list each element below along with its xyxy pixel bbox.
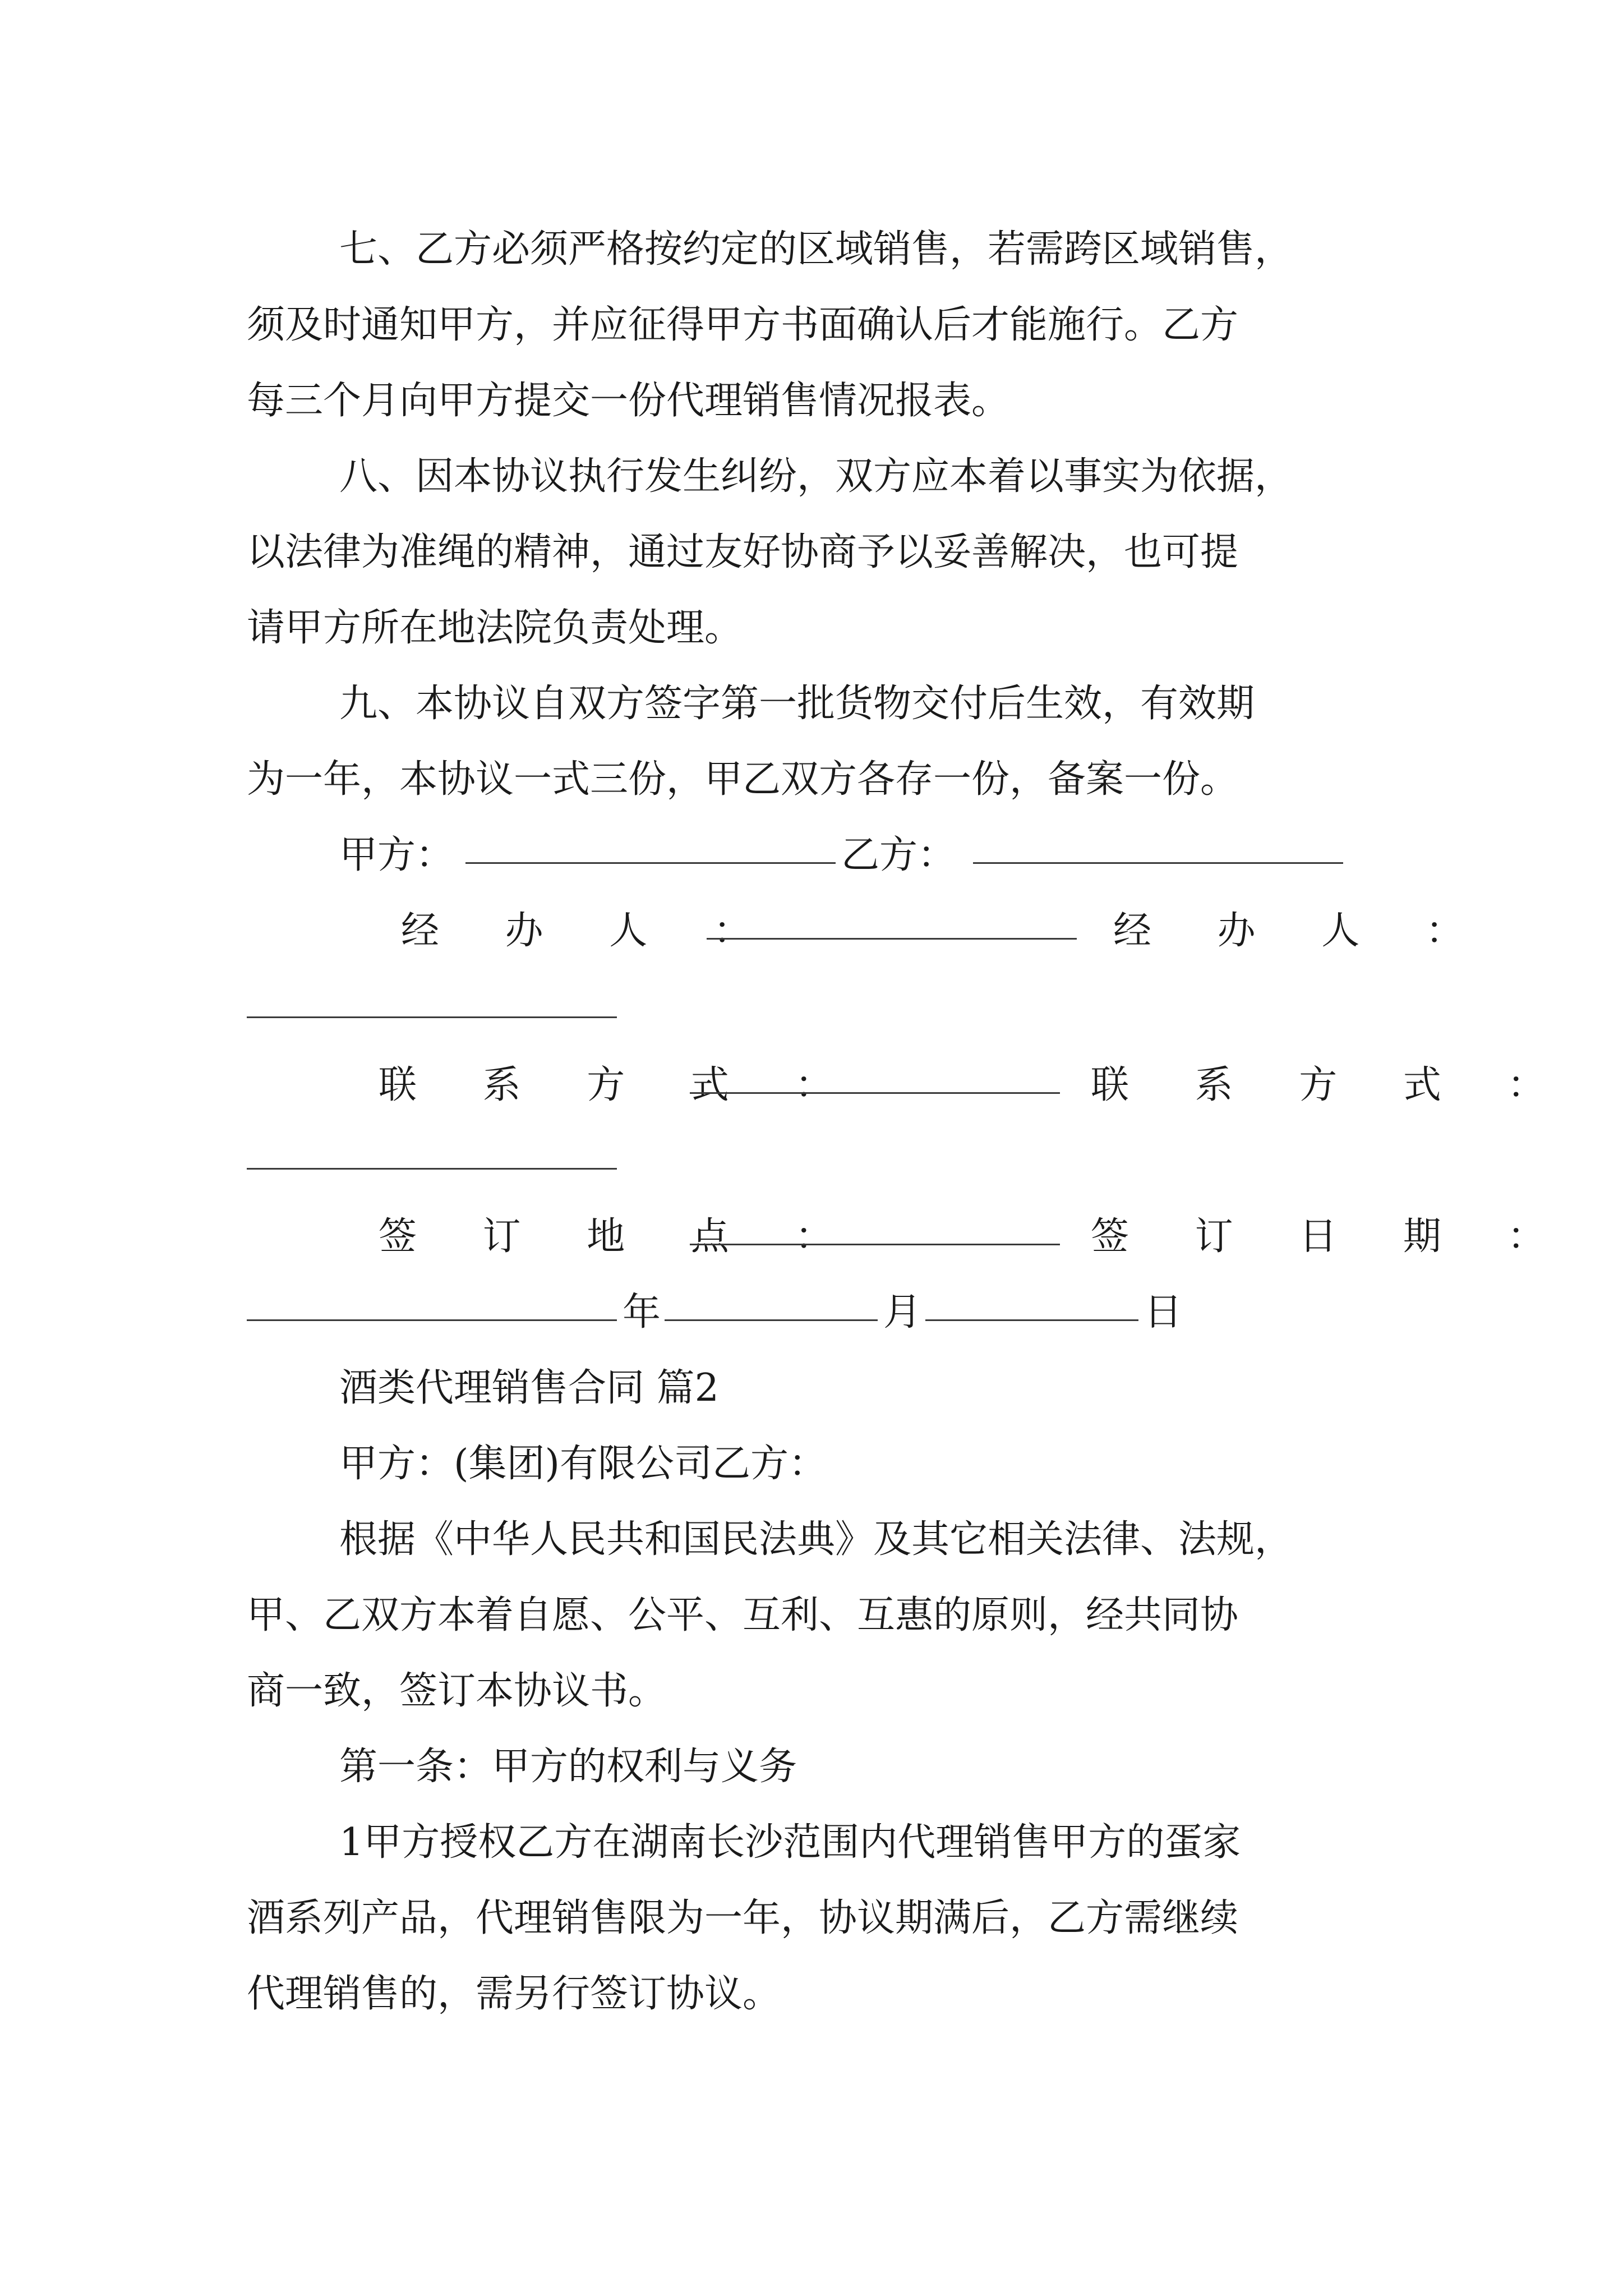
place-blank xyxy=(690,1244,1060,1245)
agent-b-label: 经 办 人 ： xyxy=(1113,909,1491,953)
signature-contact-continuation xyxy=(0,1128,1623,1195)
year-label: 年 xyxy=(623,1290,661,1335)
clause-7-line-1 xyxy=(0,216,1623,283)
section-2-parties-line xyxy=(0,1430,1623,1498)
clause-8-line-2 xyxy=(0,519,1623,586)
party-b-blank xyxy=(973,862,1343,864)
paragraph-text: 七、乙方必须严格按约定的区域销售，若需跨区域销售， xyxy=(339,227,1293,272)
paragraph-text: 须及时通知甲方，并应征得甲方书面确认后才能施行。乙方 xyxy=(247,303,1239,347)
paragraph-text: 1甲方授权乙方在湖南长沙范围内代理销售甲方的蛋家 xyxy=(339,1820,1241,1865)
paragraph-text: 商一致，签订本协议书。 xyxy=(247,1669,667,1713)
signature-parties-row xyxy=(0,822,1623,889)
signature-agent-continuation xyxy=(0,976,1623,1043)
article-1-item-1-line-2 xyxy=(0,1885,1623,1952)
paragraph-text: 八、因本协议执行发生纠纷，双方应本着以事实为依据， xyxy=(339,454,1293,499)
paragraph-text: 根据《中华人民共和国民法典》及其它相关法律、法规， xyxy=(339,1517,1293,1562)
article-1-item-1-line-3 xyxy=(0,1961,1623,2028)
parties-text: 甲方：(集团)有限公司乙方： xyxy=(339,1442,827,1486)
party-a-blank xyxy=(465,862,836,864)
month-blank xyxy=(665,1319,878,1321)
contact-a-label: 联 系 方 式 ： xyxy=(379,1063,860,1107)
signature-agent-row xyxy=(0,898,1623,965)
paragraph-text: 每三个月向甲方提交一份代理销售情况报表。 xyxy=(247,379,1010,423)
paragraph-text: 以法律为准绳的精神，通过友好协商予以妥善解决，也可提 xyxy=(247,530,1239,574)
day-label: 日 xyxy=(1144,1290,1183,1335)
signature-place-date-row xyxy=(0,1203,1623,1271)
article-title: 第一条：甲方的权利与义务 xyxy=(339,1745,797,1789)
day-blank xyxy=(925,1319,1138,1321)
paragraph-text: 酒系列产品，代理销售限为一年，协议期满后，乙方需继续 xyxy=(247,1896,1239,1940)
preamble-line-1 xyxy=(0,1506,1623,1573)
paragraph-text: 甲、乙双方本着自愿、公平、互利、互惠的原则，经共同协 xyxy=(247,1593,1239,1637)
agent-b-blank xyxy=(247,1016,617,1018)
paragraph-text: 代理销售的，需另行签订协议。 xyxy=(247,1972,781,2016)
section-heading: 酒类代理销售合同 篇2 xyxy=(339,1366,719,1410)
contact-b-blank xyxy=(247,1168,617,1170)
paragraph-text: 为一年，本协议一式三份，甲乙双方各存一份，备案一份。 xyxy=(247,757,1239,802)
agent-a-label: 经 办 人 ： xyxy=(401,909,778,953)
clause-8-line-1 xyxy=(0,443,1623,510)
clause-9-line-1 xyxy=(0,670,1623,738)
preamble-line-3 xyxy=(0,1658,1623,1725)
clause-7-line-2 xyxy=(0,292,1623,359)
clause-8-line-3 xyxy=(0,595,1623,662)
preamble-line-2 xyxy=(0,1582,1623,1649)
year-blank xyxy=(247,1319,617,1321)
party-b-label: 乙方： xyxy=(841,833,956,877)
contact-a-blank xyxy=(690,1092,1060,1094)
date-label: 签 订 日 期 ： xyxy=(1091,1214,1573,1259)
party-a-label: 甲方： xyxy=(339,833,454,877)
month-label: 月 xyxy=(883,1290,922,1335)
signature-contact-row xyxy=(0,1052,1623,1119)
clause-7-line-3 xyxy=(0,367,1623,435)
contact-b-label: 联 系 方 式 ： xyxy=(1091,1063,1573,1107)
signature-date-row xyxy=(0,1279,1623,1346)
section-2-heading-line xyxy=(0,1355,1623,1422)
place-label: 签 订 地 点 ： xyxy=(379,1214,860,1259)
article-1-title-line xyxy=(0,1733,1623,1801)
paragraph-text: 请甲方所在地法院负责处理。 xyxy=(247,606,743,650)
agent-a-blank xyxy=(707,938,1077,940)
clause-9-line-2 xyxy=(0,746,1623,813)
article-1-item-1-line-1 xyxy=(0,1809,1623,1876)
paragraph-text: 九、本协议自双方签字第一批货物交付后生效，有效期 xyxy=(339,682,1255,726)
